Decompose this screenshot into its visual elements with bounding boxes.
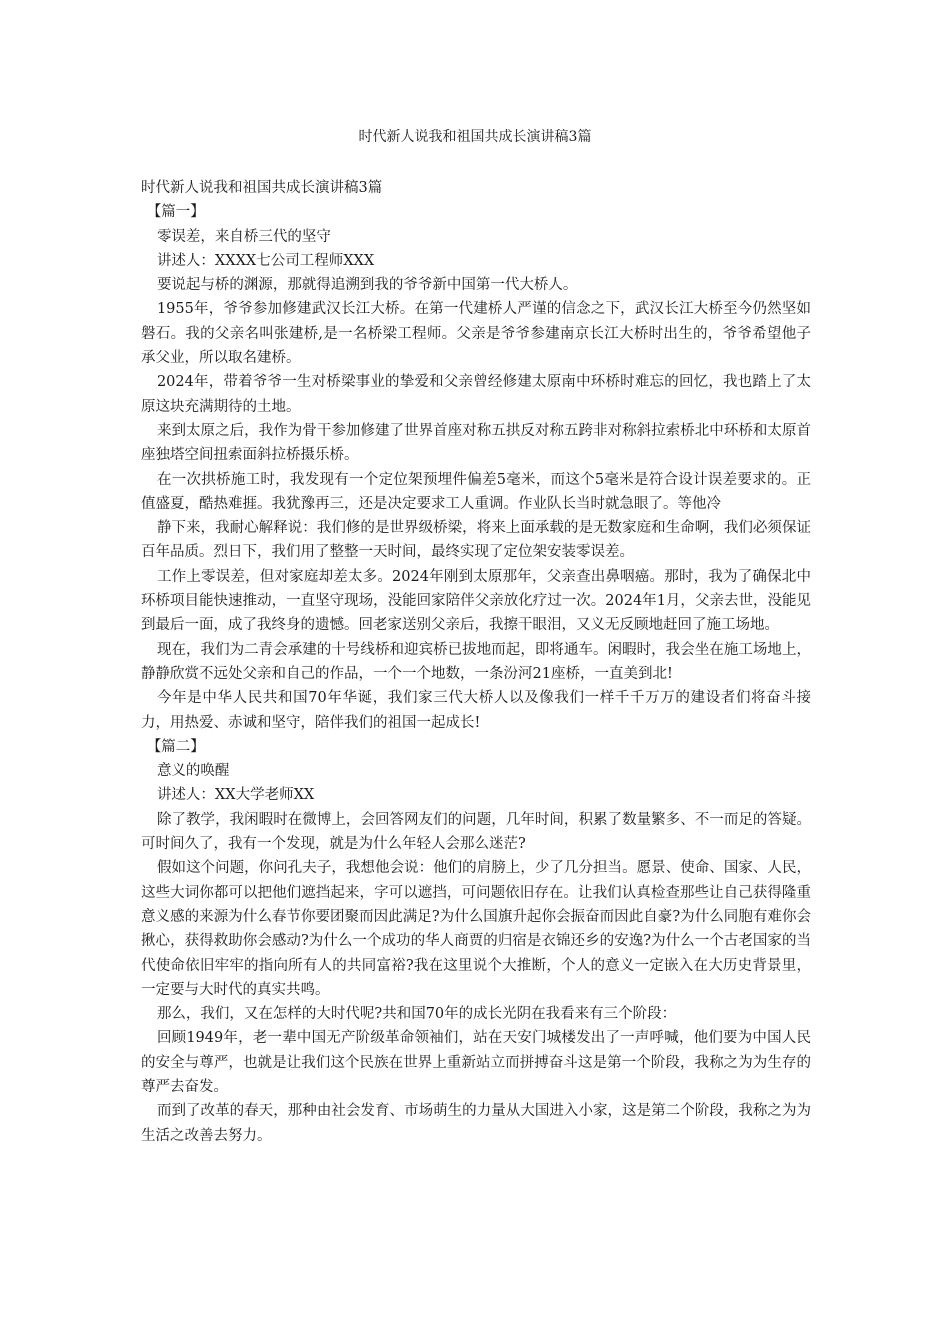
speech-title-2: 意义的唤醒 <box>156 763 230 780</box>
paragraph: 现在，我们为二青会承建的十号线桥和迎宾桥已拔地而起，即将通车。闲暇时，我会坐在施工场地上，静静欣赏不远处父亲和自己的作品，一个一个地数，一条汾河21座桥，一直美到北! <box>141 641 811 682</box>
document-title: 时代新人说我和祖国共成长演讲稿3篇 <box>358 129 592 145</box>
speech-title-1: 零误差，来自桥三代的坚守 <box>156 228 331 245</box>
paragraph: 而到了改革的春天，那种由社会发育、市场萌生的力量从大国进入小家，这是第二个阶段，我称之为为生活之改善去努力。 <box>141 1103 811 1144</box>
paragraph: 回顾1949年，老一辈中国无产阶级革命领袖们，站在天安门城楼发出了一声呼喊，他们要为中国人民的安全与尊严，也就是让我们这个民族在世界上重新站立而拼搏奋斗这是第一个阶段，我称之为为生存的尊严去奋发。 <box>141 1030 811 1095</box>
paragraph: 工作上零误差，但对家庭却差太多。2024年刚到太原那年，父亲查出鼻咽癌。那时，我为了确保北中环桥项目能快速推动，一直坚守现场，没能回家陪伴父亲放化疗过一次。2024年1月，父亲去世，没能见到最后一面，成了我终身的遗憾。回老家送别父亲后，我擦干眼泪，又义无反顾地赶回了施工场地。 <box>141 568 811 634</box>
speaker-line-2: 讲述人：XX大学老师XX <box>156 787 315 804</box>
paragraph: 今年是中华人民共和国70年华诞，我们家三代大桥人以及像我们一样千千万万的建设者们将奋斗接力，用热爱、赤诚和坚守，陪伴我们的祖国一起成长! <box>141 690 811 731</box>
paragraph: 假如这个问题，你问孔夫子，我想他会说：他们的肩膀上，少了几分担当。愿景、使命、国家、人民，这些大词你都可以把他们遮挡起来，字可以遮挡，可问题依旧存在。让我们认真检查那些让自己获得隆重意义感的来源为什么春节你要团聚而因此满足?为什么国旗升起你会振奋而因此自豪?为什么同胞有难你会揪心，获得救助你会感动?为什么一个成功的华人商贾的归宿是衣锦还乡的安逸?为什么一个古老国家的当代使命依旧牢牢的指向所有人的共同富裕?我在这里说个大推断，个人的意义一定嵌入在大历史背景里，一定要与大时代的真实共鸣。 <box>141 860 811 998</box>
paragraph: 那么，我们，又在怎样的大时代呢?共和国70年的成长光阴在我看来有三个阶段： <box>156 1006 677 1023</box>
paragraph: 静下来，我耐心解释说：我们修的是世界级桥梁，将来上面承载的是无数家庭和生命啊，我们必须保证百年品质。烈日下，我们用了整整一天时间，最终实现了定位架安装零误差。 <box>141 520 811 561</box>
paragraph: 在一次拱桥施工时，我发现有一个定位架预埋件偏差5毫米，而这个5毫米是符合设计误差要求的。正值盛夏，酷热难捱。我犹豫再三，还是决定要求工人重调。作业队长当时就急眼了。等他冷 <box>141 471 811 512</box>
section-heading-1: 【篇一】 <box>146 204 205 221</box>
paragraph: 1955年，爷爷参加修建武汉长江大桥。在第一代建桥人严谨的信念之下，武汉长江大桥至今仍然坚如磐石。我的父亲名叫张建桥,是一名桥梁工程师。父亲是爷爷参建南京长江大桥时出生的，爷爷希望他子承父业，所以取名建桥。 <box>141 301 811 367</box>
paragraph: 来到太原之后，我作为骨干参加修建了世界首座对称五拱反对称五跨非对称斜拉索桥北中环桥和太原首座独塔空间扭索面斜拉桥摄乐桥。 <box>141 422 811 464</box>
paragraph: 要说起与桥的渊源，那就得追溯到我的爷爷新中国第一代大桥人。 <box>156 277 578 294</box>
paragraph: 2024年，带着爷爷一生对桥梁事业的挚爱和父亲曾经修建太原南中环桥时难忘的回忆，我也踏上了太原这块充满期待的土地。 <box>141 374 811 415</box>
speaker-line-1: 讲述人：XXXX七公司工程师XXX <box>156 252 375 269</box>
document-body <box>141 176 811 1148</box>
document-subtitle: 时代新人说我和祖国共成长演讲稿3篇 <box>141 180 383 196</box>
paragraph: 除了教学，我闲暇时在微博上，会回答网友们的问题，几年时间，积累了数量繁多、不一而足的答疑。可时间久了，我有一个发现，就是为什么年轻人会那么迷茫? <box>141 811 811 853</box>
section-heading-2: 【篇二】 <box>146 738 205 755</box>
